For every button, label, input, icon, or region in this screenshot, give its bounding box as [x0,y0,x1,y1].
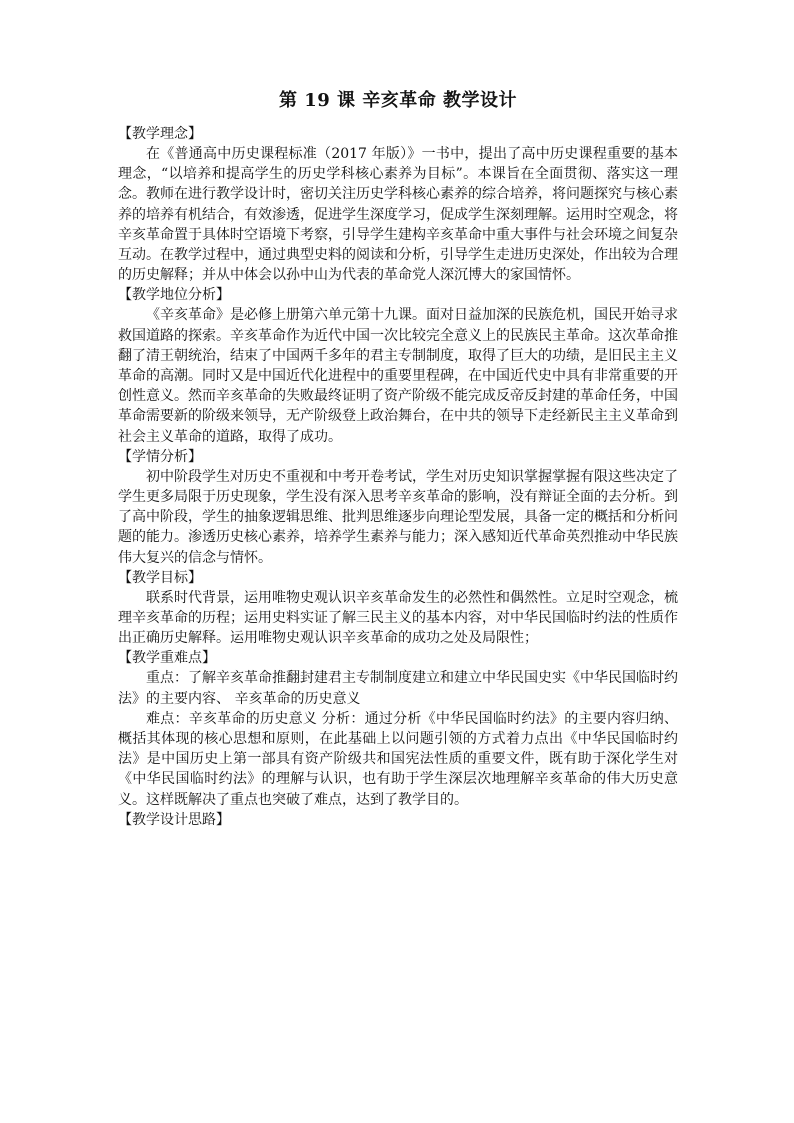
paragraph-key-points: 重点：了解辛亥革命推翻封建君主专制制度建立和建立中华民国史实《中华民国临时约法》的主要内容、 辛亥革命的历史意义 [118,670,678,707]
section-teaching-objectives [118,568,678,649]
section-heading: 【教学地位分析】 [118,287,230,304]
section-key-difficult-points [118,648,678,809]
document-title: 第 19 课 辛亥革命 教学设计 [278,90,518,111]
paragraph: 联系时代背景，运用唯物史观认识辛亥革命发生的必然性和偶然性。立足时空观念，梳理辛亥革命的历程；运用史料实证了解三民主义的基本内容，对中华民国临时约法的性质作出正确历史解释。运用唯物史观认识辛亥革命的成功之处及局限性； [118,589,678,647]
section-heading: 【教学理念】 [118,126,202,142]
section-teaching-status-analysis [118,285,678,446]
section-teaching-philosophy [118,124,678,285]
section-heading: 【教学设计思路】 [118,811,230,828]
section-heading: 【教学目标】 [118,569,202,586]
section-design-approach [118,810,678,830]
paragraph: 《辛亥革命》是必修上册第六单元第十九课。面对日益加深的民族危机，国民开始寻求救国道路的探索。辛亥革命作为近代中国一次比较完全意义上的民族民主革命。这次革命推翻了清王朝统治，结束了中国两千多年的君主专制制度，取得了巨大的功绩，是旧民主主义革命的高潮。同时又是中国近代化进程中的重要里程碑，在中国近代史中具有非常重要的开创性意义。然而辛亥革命的失败最终证明了资产阶级不能完成反帝反封建的革命任务，中国革命需要新的阶级来领导，无产阶级登上政治舞台，在中共的领导下走经新民主主义革命到社会主义革命的道路，取得了成功。 [118,307,678,445]
paragraph-difficult-points: 难点：辛亥革命的历史意义 分析：通过分析《中华民国临时约法》的主要内容归纳、概括其体现的核心思想和原则，在此基础上以问题引领的方式着力点出《中华民国临时约法》是中国历史上第一部具有资产阶级共和国宪法性质的重要文件，既有助于深化学生对《中华民国临时约法》的理解与认识，也有助于学生深层次地理解辛亥革命的伟大历史意义。这样既解决了重点也突破了难点，达到了教学目的。 [118,710,678,808]
section-heading: 【教学重难点】 [118,650,216,667]
document-page [118,88,678,830]
paragraph: 在《普通高中历史课程标准（2017 年版）》一书中，提出了高中历史课程重要的基本理念，“以培养和提高学生的历史学科核心素养为目标”。本课旨在全面贯彻、落实这一理念。教师在进行教学设计时，密切关注历史学科核心素养的综合培养，将问题探究与核心素养的培养有机结合，有效渗透，促进学生深度学习，促成学生深刻理解。运用时空观念，将辛亥革命置于具体时空语境下考察，引导学生建构辛亥革命中重大事件与社会环境之间复杂互动。在教学过程中，通过典型史料的阅读和分析，引导学生走进历史深处，作出较为合理的历史解释；并从中体会以孙中山为代表的革命党人深沉博大的家国情怀。 [118,146,678,284]
section-heading: 【学情分析】 [118,448,202,465]
paragraph: 初中阶段学生对历史不重视和中考开卷考试，学生对历史知识掌握掌握有限这些决定了学生更多局限于历史现象，学生没有深入思考辛亥革命的影响，没有辩证全面的去分析。到了高中阶段，学生的抽象逻辑思维、批判思维逐步向理论型发展，具备一定的概括和分析问题的能力。渗透历史核心素养，培养学生素养与能力；深入感知近代革命英烈推动中华民族伟大复兴的信念与情怀。 [118,468,678,566]
section-learner-analysis [118,447,678,568]
